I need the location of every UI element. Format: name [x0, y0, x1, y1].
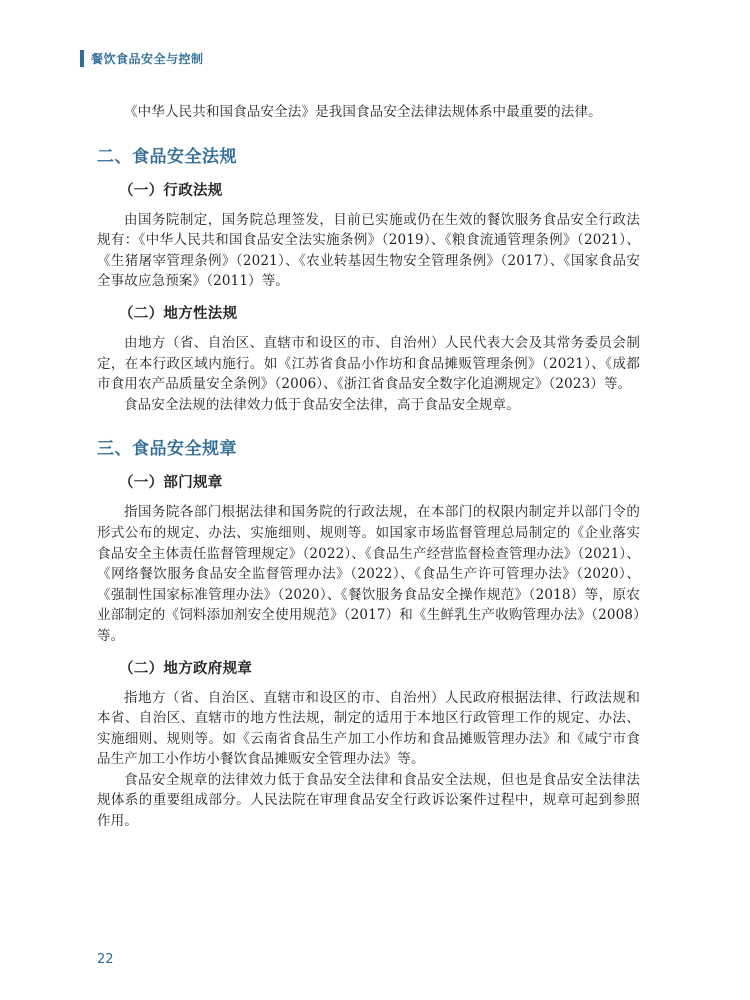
regulations-effect-paragraph: 食品安全法规的法律效力低于食品安全法律，高于食品安全规章。: [124, 396, 520, 413]
section-heading-regulations: 二、食品安全法规: [97, 146, 237, 167]
subsection-heading-departmental-rules: （一）部门规章: [119, 475, 223, 492]
header-accent-bar: [80, 50, 84, 67]
subsection-heading-administrative-regulations: （一）行政法规: [119, 182, 223, 199]
local-government-rules-paragraph: 指地方（省、自治区、直辖市和设区的市、自治州）人民政府根据法律、行政法规和本省、自治区、直辖市的地方性法规，制定的适用于本地区行政管理工作的规定、办法、实施细则、规则等。如《云南省食品生产加工小作坊和食品摊贩管理办法》和《咸宁市食品生产加工小作坊小餐饮食品摊贩安全管理办法》等。: [97, 689, 640, 768]
book-title: 餐饮食品安全与控制: [91, 51, 204, 66]
intro-paragraph: 《中华人民共和国食品安全法》是我国食品安全法律法规体系中最重要的法律。: [124, 104, 602, 120]
subsection-heading-local-regulations: （二）地方性法规: [119, 305, 238, 322]
page-content: [97, 102, 640, 832]
page-number: 22: [97, 952, 114, 967]
subsection-heading-local-government-rules: （二）地方政府规章: [119, 660, 253, 677]
administrative-regulations-paragraph: 由国务院制定，国务院总理签发，目前已实施或仍在生效的餐饮服务食品安全行政法规有：《中华人民共和国食品安全法实施条例》（2019）、《粮食流通管理条例》（2021）、《生猪屠宰管理条例》（2021）、《农业转基因生物安全管理条例》（2017）、《国家食品安全事故应急预案》（2011）等。: [97, 211, 640, 290]
departmental-rules-paragraph: 指国务院各部门根据法律和国务院的行政法规，在本部门的权限内制定并以部门令的形式公布的规定、办法、实施细则、规则等。如国家市场监督管理总局制定的《企业落实食品安全主体责任监督管理规定》（2022）、《食品生产经营监督检查管理办法》（2021）、《网络餐饮服务食品安全监督管理办法》（2022）、《食品生产许可管理办法》（2020）、《强制性国家标准管理办法》（2020）、《餐饮服务食品安全操作规范》（2018）等，原农业部制定的《饲料添加剂安全使用规范》（2017）和《生鲜乳生产收购管理办法》（2008）等。: [97, 504, 640, 644]
rules-effect-paragraph: 食品安全规章的法律效力低于食品安全法律和食品安全法规，但也是食品安全法律法规体系的重要组成部分。人民法院在审理食品安全行政诉讼案件过程中，规章可起到参照作用。: [97, 771, 640, 830]
running-header: [80, 49, 204, 67]
local-regulations-paragraph: 由地方（省、自治区、直辖市和设区的市、自治州）人民代表大会及其常务委员会制定，在本行政区域内施行。如《江苏省食品小作坊和食品摊贩管理条例》（2021）、《成都市食用农产品质量安全条例》（2006）、《浙江省食品安全数字化追溯规定》（2023）等。: [97, 334, 640, 393]
section-heading-rules: 三、食品安全规章: [97, 439, 237, 460]
